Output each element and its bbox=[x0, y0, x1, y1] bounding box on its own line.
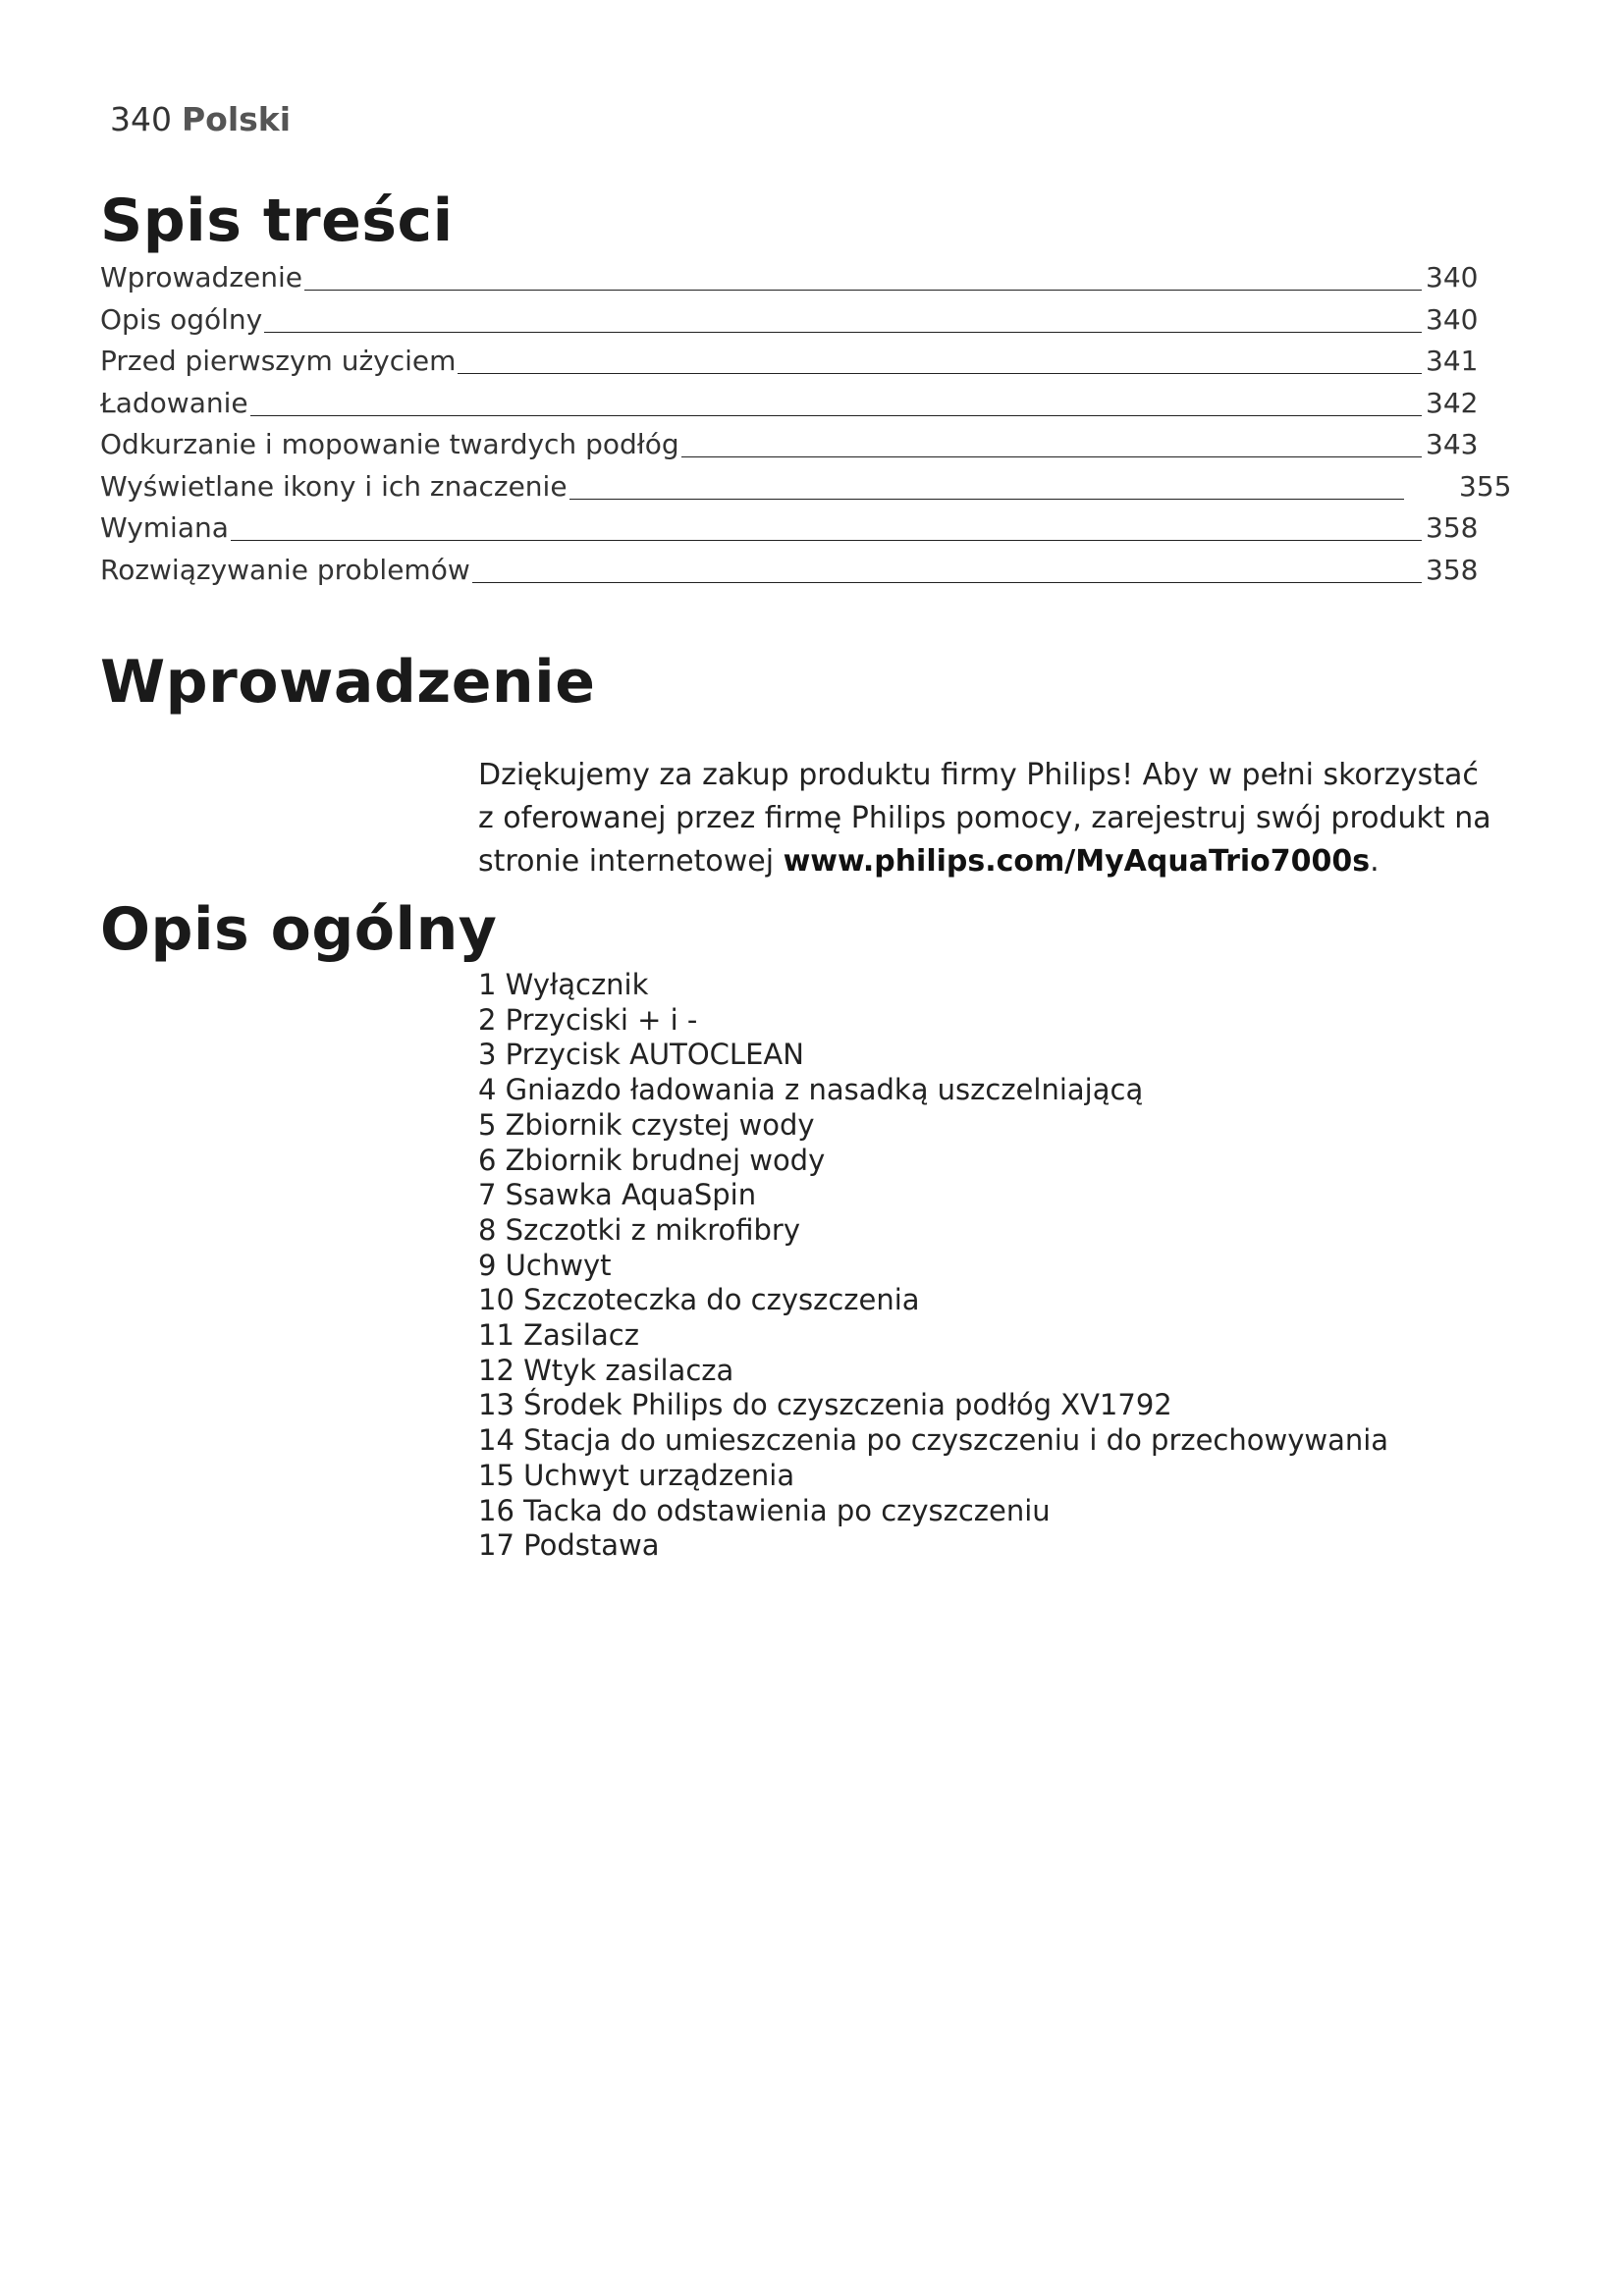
list-item: 14 Stacja do umieszczenia po czyszczeniu i do przechowywania bbox=[478, 1423, 1389, 1458]
intro-text-before: Dziękujemy za zakup produktu firmy Philips! Aby w pełni skorzystać z oferowanej przez firmę Philips pomocy, zarejestruj swój produkt na stronie internetowej bbox=[478, 758, 1491, 879]
toc-entry-before-first-use[interactable] bbox=[100, 341, 1494, 383]
toc-entry-page: 340 bbox=[1426, 302, 1479, 336]
toc-entry-page: 358 bbox=[1426, 553, 1479, 586]
list-item: 10 Szczoteczka do czyszczenia bbox=[478, 1283, 920, 1317]
intro-paragraph bbox=[478, 754, 1499, 883]
toc-entry-page: 355 bbox=[1459, 469, 1512, 503]
list-item: 11 Zasilacz bbox=[478, 1318, 639, 1353]
toc-entry-page: 341 bbox=[1426, 345, 1479, 377]
list-item: 8 Szczotki z mikrofibry bbox=[478, 1212, 800, 1247]
intro-text-after: . bbox=[1370, 844, 1380, 879]
toc-entry-label: Odkurzanie i mopowanie twardych podłóg bbox=[100, 428, 679, 460]
toc-entry-label: Rozwiązywanie problemów bbox=[100, 553, 470, 586]
toc-leader-line bbox=[100, 415, 1422, 416]
toc-entry-display-icons[interactable] bbox=[100, 466, 1512, 508]
list-item: 7 Ssawka AquaSpin bbox=[478, 1178, 757, 1212]
toc-title: Spis treści bbox=[100, 187, 454, 255]
list-item: 3 Przycisk AUTOCLEAN bbox=[478, 1038, 804, 1072]
list-item: 9 Uchwyt bbox=[478, 1248, 612, 1282]
list-item: 1 Wyłącznik bbox=[478, 968, 649, 1001]
list-item: 17 Podstawa bbox=[478, 1528, 660, 1563]
list-item: 15 Uchwyt urządzenia bbox=[478, 1458, 795, 1492]
toc-leader-line bbox=[100, 540, 1422, 541]
toc-entry-label: Wyświetlane ikony i ich znaczenie bbox=[100, 469, 568, 503]
toc-entry-introduction[interactable] bbox=[100, 257, 1494, 299]
toc-entry-replacement[interactable] bbox=[100, 507, 1494, 550]
toc-entry-label: Wymiana bbox=[100, 511, 229, 544]
list-item: 12 Wtyk zasilacza bbox=[478, 1353, 734, 1387]
toc-entry-label: Przed pierwszym użyciem bbox=[100, 345, 457, 377]
toc-entry-label: Opis ogólny bbox=[100, 302, 263, 336]
overview-title: Opis ogólny bbox=[100, 895, 498, 964]
table-of-contents bbox=[100, 257, 1512, 591]
toc-leader-line bbox=[100, 332, 1422, 333]
toc-entry-label: Ładowanie bbox=[100, 386, 248, 419]
list-item: 13 Środek Philips do czyszczenia podłóg XV1792 bbox=[478, 1388, 1172, 1422]
toc-entry-label: Wprowadzenie bbox=[100, 261, 302, 294]
page-number: 340 bbox=[110, 100, 172, 138]
page-header bbox=[110, 100, 291, 138]
toc-entry-page: 358 bbox=[1426, 511, 1479, 544]
registration-link[interactable]: www.philips.com/MyAquaTrio7000s bbox=[783, 844, 1371, 879]
list-item: 2 Przyciski + i - bbox=[478, 1002, 698, 1037]
parts-list bbox=[478, 968, 1388, 1564]
toc-entry-troubleshooting[interactable] bbox=[100, 550, 1494, 592]
list-item: 4 Gniazdo ładowania z nasadką uszczelniającą bbox=[478, 1073, 1144, 1107]
toc-entry-page: 342 bbox=[1426, 386, 1479, 419]
toc-entry-page: 343 bbox=[1426, 428, 1479, 460]
list-item: 5 Zbiornik czystej wody bbox=[478, 1107, 815, 1142]
toc-entry-overview[interactable] bbox=[100, 299, 1494, 342]
list-item: 6 Zbiornik brudnej wody bbox=[478, 1143, 826, 1177]
language-label: Polski bbox=[182, 100, 292, 138]
list-item: 16 Tacka do odstawienia po czyszczeniu bbox=[478, 1493, 1051, 1527]
toc-entry-page: 340 bbox=[1426, 261, 1479, 294]
toc-entry-vacuuming-mopping[interactable] bbox=[100, 424, 1494, 466]
toc-entry-charging[interactable] bbox=[100, 383, 1494, 425]
intro-title: Wprowadzenie bbox=[100, 648, 596, 717]
